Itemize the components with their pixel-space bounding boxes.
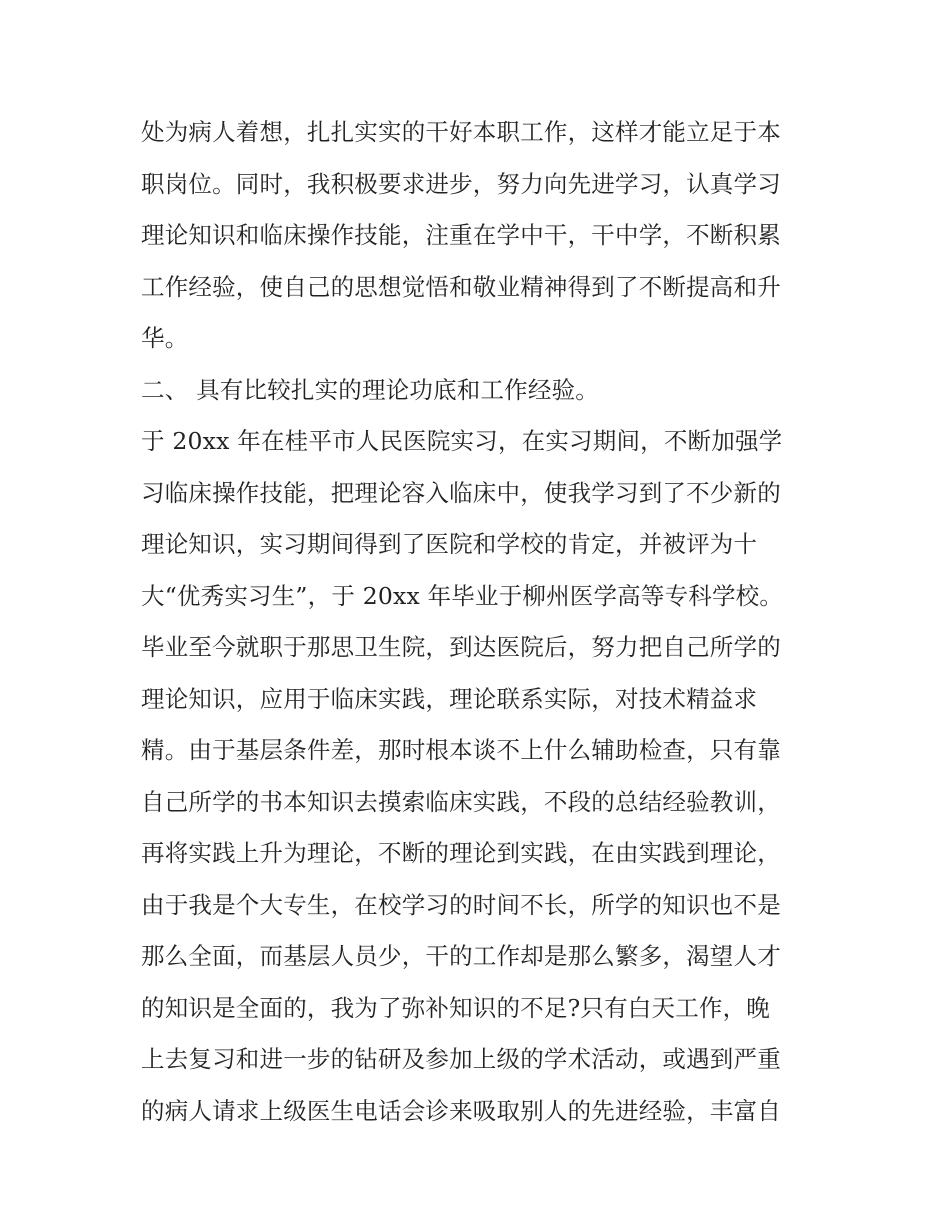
text-line: 工作经验，使自己的思想觉悟和敬业精神得到了不断提高和升 [141, 272, 781, 301]
text-line: 精。由于基层条件差，那时根本谈不上什么辅助检查，只有靠 [141, 736, 781, 764]
text-line: 理论知识，实习期间得到了医院和学校的肯定，并被评为十 [141, 530, 758, 558]
text-line: 那么全面，而基层人员少，干的工作却是那么繁多，渴望人才 [141, 942, 781, 970]
text-line: 华。 [141, 324, 189, 352]
section-heading: 二、 具有比较扎实的理论功底和工作经验。 [141, 375, 599, 404]
text-line: 习临床操作技能，把理论容入临床中，使我学习到了不少新的 [141, 478, 781, 507]
text-line: 自己所学的书本知识去摸索临床实践，不段的总结经验教训， [141, 787, 781, 816]
text-line: 大“优秀实习生”，于 20xx 年毕业于柳州医学高等专科学校。 [141, 581, 784, 610]
text-line: 理论知识，应用于临床实践，理论联系实际，对技术精益求 [141, 684, 758, 713]
text-line: 于 20xx 年在桂平市人民医院实习，在实习期间，不断加强学 [141, 427, 783, 455]
text-line: 上去复习和进一步的钻研及参加上级的学术活动，或遇到严重 [141, 1045, 781, 1073]
text-line: 由于我是个大专生，在校学习的时间不长，所学的知识也不是 [141, 890, 781, 919]
text-line: 处为病人着想，扎扎实实的干好本职工作，这样才能立足于本 [141, 118, 781, 146]
text-line: 的知识是全面的，我为了弥补知识的不足?只有白天工作，晚 [141, 993, 770, 1022]
body-text [141, 107, 811, 1137]
text-line: 理论知识和临床操作技能，注重在学中干，干中学，不断积累 [141, 221, 781, 249]
text-line: 的病人请求上级医生电话会诊来吸取别人的先进经验，丰富自 [141, 1096, 781, 1125]
text-line: 毕业至今就职于那思卫生院，到达医院后，努力把自己所学的 [141, 633, 781, 661]
text-line: 职岗位。同时，我积极要求进步，努力向先进学习，认真学习 [141, 169, 781, 198]
text-line: 再将实践上升为理论，不断的理论到实践，在由实践到理论， [141, 839, 781, 867]
